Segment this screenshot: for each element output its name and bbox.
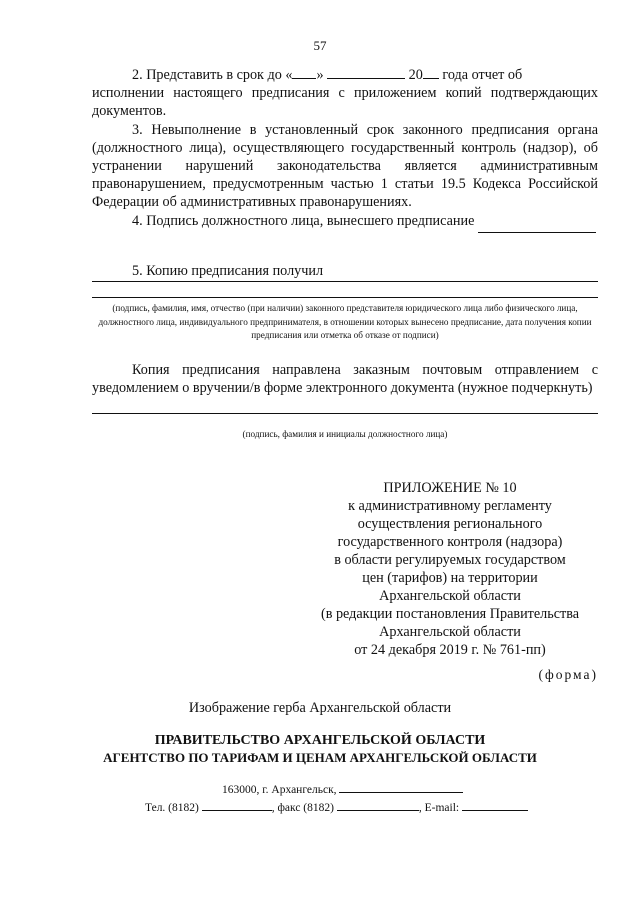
item-2-text-b: » — [316, 67, 328, 83]
recipient-line-1 — [92, 281, 598, 282]
recipient-line-2 — [92, 297, 598, 298]
day-blank — [292, 66, 316, 79]
appendix-line-9: Архангельской области — [379, 624, 521, 640]
coat-of-arms-placeholder: Изображение герба Архангельской области — [188, 700, 452, 716]
tel-blank — [202, 800, 272, 811]
appendix-line-5: в области регулируемых государством — [334, 552, 566, 568]
appendix-line-10: от 24 декабря 2019 г. № 761-пп) — [354, 642, 546, 658]
government-title: ПРАВИТЕЛЬСТВО АРХАНГЕЛЬСКОЙ ОБЛАСТИ — [154, 733, 486, 748]
signature-line — [478, 232, 596, 233]
item-2-text-a: 2. Представить в срок до « — [132, 67, 293, 83]
appendix-line-1: ПРИЛОЖЕНИЕ № 10 — [383, 480, 517, 496]
email-blank — [462, 800, 528, 811]
appendix-line-3: осуществления регионального — [357, 516, 543, 532]
appendix-line-4: государственного контроля (надзора) — [337, 534, 563, 550]
item-5: 5. Копию предписания получил — [132, 263, 324, 279]
contacts-row — [145, 800, 528, 814]
address-blank — [339, 782, 463, 793]
address-text: 163000, г. Архангельск, — [222, 784, 337, 796]
tel-label: Тел. (8182) — [145, 802, 199, 814]
item-2 — [92, 66, 598, 120]
appendix-block — [300, 479, 600, 659]
address-row — [222, 782, 463, 796]
form-label: (форма) — [538, 667, 598, 682]
appendix-line-8: (в редакции постановления Правительства — [320, 606, 580, 622]
copy-sent-text: Копия предписания направлена заказным почтовым отправлением с уведомлением о вручении/в форме электронного документа (нужное подчеркнуть) — [92, 362, 598, 396]
item-4: 4. Подпись должностного лица, вынесшего предписание — [132, 213, 475, 229]
email-label: , E-mail: — [418, 802, 460, 814]
appendix-line-7: Архангельской области — [379, 588, 521, 604]
fax-blank — [337, 800, 419, 811]
appendix-line-6: цен (тарифов) на территории — [362, 570, 538, 586]
item-2-text-d: года отчет об — [438, 67, 523, 83]
appendix-line-2: к административному регламенту — [348, 498, 552, 514]
caption-official: (подпись, фамилия и инициалы должностного лица) — [242, 429, 448, 439]
month-blank — [327, 66, 405, 79]
year-blank — [423, 66, 439, 79]
caption-recipient: (подпись, фамилия, имя, отчество (при наличии) законного представителя юридического лица либо физического лица, должностного лица, индивидуального предпринимателя, в отношении которых вынесено предписание, дата получения копии предписания или отметка об отказе от подписи) — [98, 303, 592, 340]
item-2-text-c: 20 — [405, 67, 423, 83]
agency-title: АГЕНТСТВО ПО ТАРИФАМ И ЦЕНАМ АРХАНГЕЛЬСКОЙ ОБЛАСТИ — [103, 750, 537, 765]
page-number: 57 — [313, 38, 327, 53]
item-2-rest: исполнении настоящего предписания с приложением копий подтверждающих документов. — [92, 85, 598, 119]
fax-label: , факс (8182) — [271, 802, 334, 814]
official-signature-line — [92, 413, 598, 414]
item-3: 3. Невыполнение в установленный срок законного предписания органа (должностного лица), осуществляющего государственный контроль (надзор), об устранении нарушений законодательства является административным правонарушением, предусмотренным частью 1 статьи 19.5 Кодекса Российской Федерации об административных правонарушениях. — [92, 122, 598, 210]
